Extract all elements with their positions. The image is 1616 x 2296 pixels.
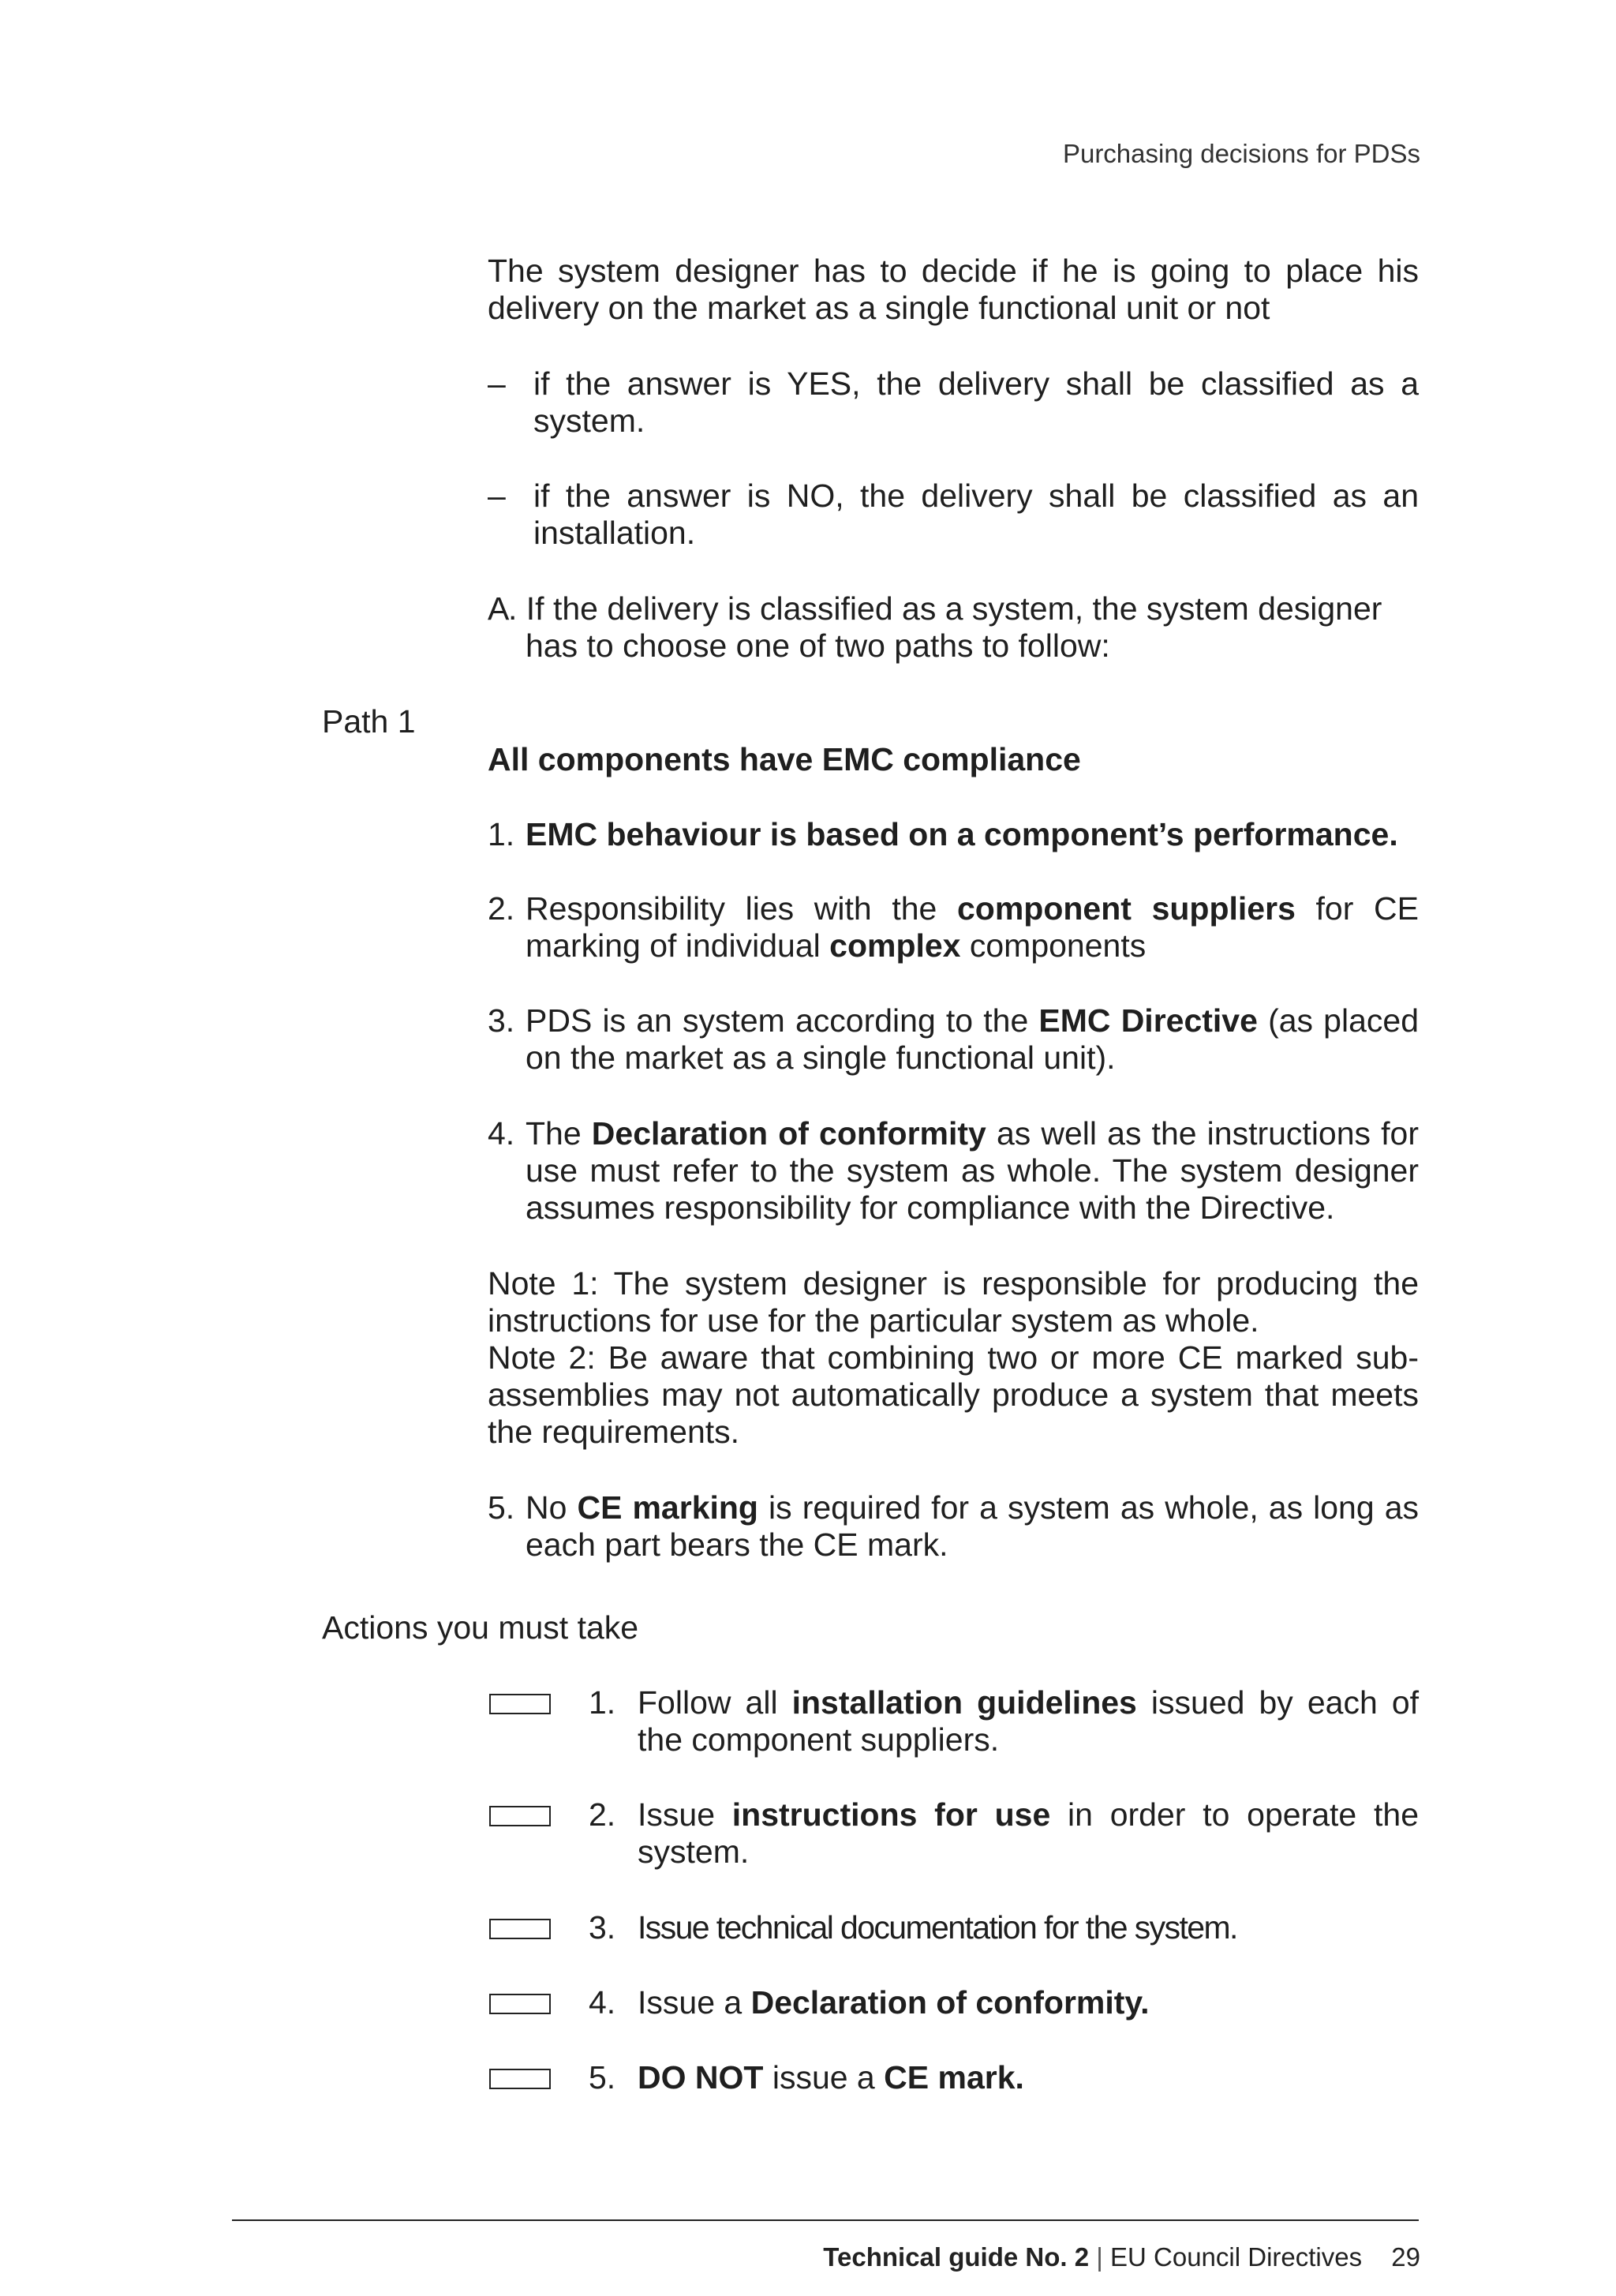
action-item-5 bbox=[488, 2059, 1419, 2096]
point-number: 2. bbox=[488, 890, 515, 927]
point-number: 4. bbox=[488, 1115, 515, 1152]
checkbox-2[interactable] bbox=[489, 1806, 551, 1826]
point-4 bbox=[488, 1115, 1419, 1227]
dash-item-text: if the answer is NO, the delivery shall be classified as an installation. bbox=[533, 478, 1419, 551]
checkbox-5[interactable] bbox=[489, 2069, 551, 2089]
action-number: 1. bbox=[589, 1684, 616, 1721]
point-text: Responsibility lies with the component suppliers for CE marking of individual complex components bbox=[526, 890, 1419, 964]
point-1 bbox=[488, 816, 1419, 853]
point-number: 5. bbox=[488, 1489, 515, 1526]
point-3 bbox=[488, 1002, 1419, 1077]
footer-rule bbox=[232, 2219, 1419, 2221]
dash-item-yes bbox=[488, 365, 1419, 440]
page-number: 29 bbox=[1391, 2242, 1420, 2272]
footer-separator: | bbox=[1096, 2242, 1103, 2272]
point-text: The Declaration of conformity as well as the instructions for use must refer to the system as whole. The system designer assumes responsibility for compliance with the Directive. bbox=[526, 1115, 1419, 1226]
checkbox-4[interactable] bbox=[489, 1994, 551, 2014]
point-text: No CE marking is required for a system as whole, as long as each part bears the CE mark. bbox=[526, 1489, 1419, 1563]
footer-guide: Technical guide No. 2 bbox=[823, 2242, 1090, 2272]
dash-bullet: – bbox=[488, 478, 506, 514]
point-text: PDS is an system according to the EMC Directive (as placed on the market as a single functional unit). bbox=[526, 1002, 1419, 1076]
action-text: DO NOT issue a CE mark. bbox=[638, 2059, 1024, 2096]
action-number: 4. bbox=[589, 1984, 616, 2021]
action-text: Issue a Declaration of conformity. bbox=[638, 1984, 1150, 2021]
checkbox-1[interactable] bbox=[489, 1694, 551, 1714]
running-header: Purchasing decisions for PDSs bbox=[1062, 139, 1420, 168]
note-2: Note 2: Be aware that combining two or more CE marked sub-assemblies may not automatically produce a system that meets the requirements. bbox=[488, 1339, 1419, 1450]
dash-item-text: if the answer is YES, the delivery shall be classified as a system. bbox=[533, 365, 1419, 439]
action-number: 5. bbox=[589, 2059, 616, 2096]
action-item-2 bbox=[488, 1796, 1419, 1871]
dash-item-no bbox=[488, 478, 1419, 552]
action-item-3 bbox=[488, 1909, 1419, 1946]
action-text: Issue instructions for use in order to operate the system. bbox=[638, 1796, 1420, 1870]
dash-bullet: – bbox=[488, 365, 506, 402]
action-text: Follow all installation guidelines issued by each of the component suppliers. bbox=[638, 1684, 1420, 1758]
page-footer bbox=[823, 2242, 1420, 2273]
section-a bbox=[488, 590, 1419, 665]
action-number: 2. bbox=[589, 1796, 616, 1833]
point-text: EMC behaviour is based on a component’s performance. bbox=[526, 816, 1398, 852]
path-label: Path 1 bbox=[322, 703, 416, 740]
point-5 bbox=[488, 1489, 1419, 1564]
action-text: Issue technical documentation for the system. bbox=[638, 1909, 1237, 1946]
actions-label: Actions you must take bbox=[322, 1609, 639, 1646]
checkbox-3[interactable] bbox=[489, 1919, 551, 1939]
intro-paragraph: The system designer has to decide if he is going to place his delivery on the market as a single functional unit or not bbox=[488, 253, 1419, 326]
action-number: 3. bbox=[589, 1909, 616, 1946]
path-heading: All components have EMC compliance bbox=[488, 741, 1081, 777]
section-a-text: . If the delivery is classified as a system, the system designer has to choose one of two paths to follow: bbox=[508, 590, 1382, 664]
point-number: 1. bbox=[488, 816, 515, 852]
action-item-1 bbox=[488, 1684, 1419, 1759]
section-a-label: A bbox=[488, 590, 510, 627]
footer-section: EU Council Directives bbox=[1102, 2242, 1363, 2272]
point-number: 3. bbox=[488, 1002, 515, 1039]
note-1: Note 1: The system designer is responsible for producing the instructions for use for the particular system as whole. bbox=[488, 1265, 1419, 1339]
action-item-4 bbox=[488, 1984, 1419, 2021]
point-2 bbox=[488, 890, 1419, 964]
